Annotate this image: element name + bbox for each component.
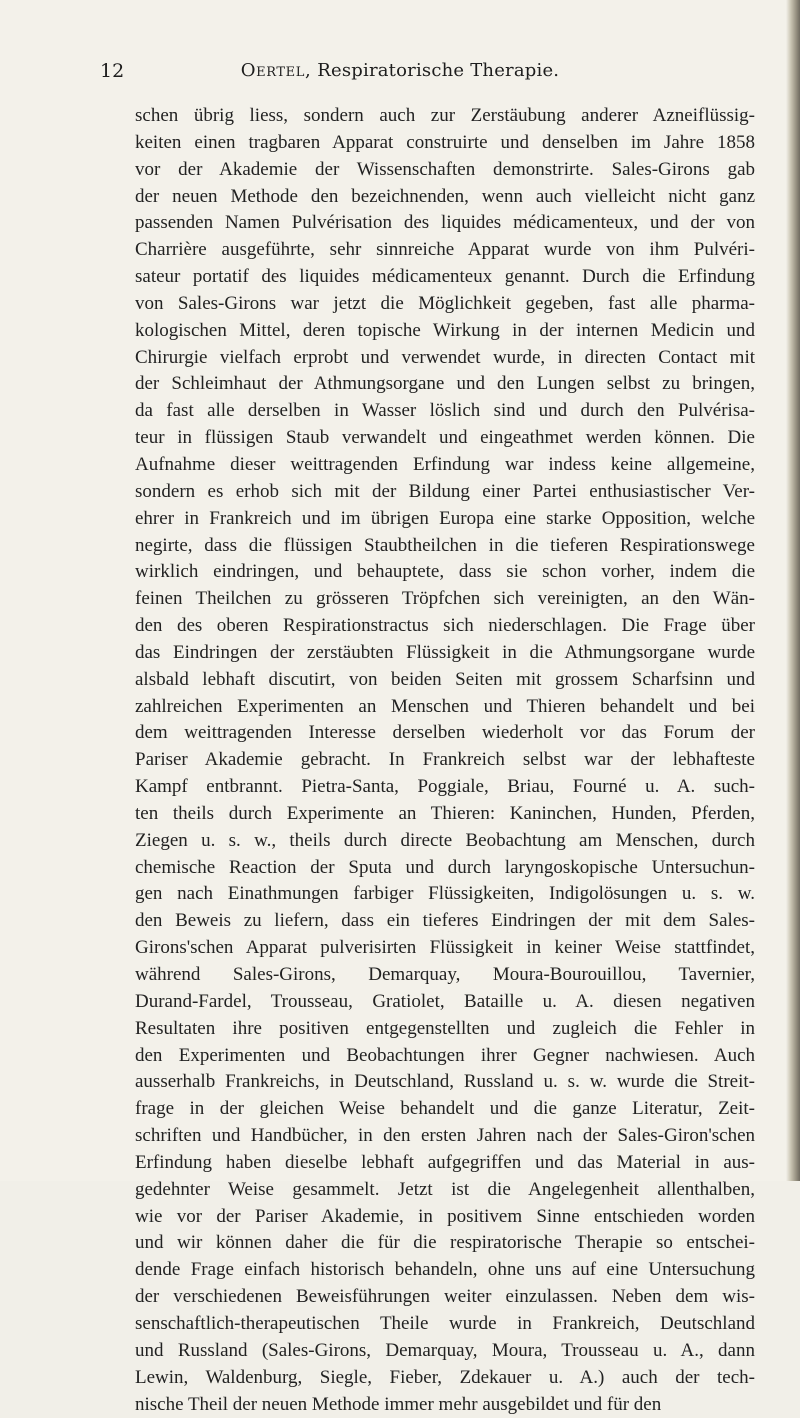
text-line: schriften und Handbücher, in den ersten Jahren nach der Sales-Giron'schen bbox=[135, 1123, 755, 1150]
text-line: keiten einen tragbaren Apparat construirte und denselben im Jahre 1858 bbox=[135, 130, 755, 157]
text-line: von Sales-Girons war jetzt die Möglichkeit gegeben, fast alle pharma- bbox=[135, 291, 755, 318]
text-line: Chirurgie vielfach erprobt und verwendet wurde, in directen Contact mit bbox=[135, 345, 755, 372]
text-line: Pariser Akademie gebracht. In Frankreich selbst war der lebhafteste bbox=[135, 747, 755, 774]
text-line: passenden Namen Pulvérisation des liquides médicamenteux, und der von bbox=[135, 210, 755, 237]
text-line: ausserhalb Frankreichs, in Deutschland, Russland u. s. w. wurde die Streit- bbox=[135, 1069, 755, 1096]
text-line: vor der Akademie der Wissenschaften demonstrirte. Sales-Girons gab bbox=[135, 157, 755, 184]
text-line: während Sales-Girons, Demarquay, Moura-Bourouillou, Tavernier, bbox=[135, 962, 755, 989]
text-line: gedehnter Weise gesammelt. Jetzt ist die Angelegenheit allenthalben, bbox=[135, 1177, 755, 1204]
text-line: sateur portatif des liquides médicamenteux genannt. Durch die Erfindung bbox=[135, 264, 755, 291]
text-line: negirte, dass die flüssigen Staubtheilchen in die tieferen Respirationswege bbox=[135, 533, 755, 560]
page-edge-shadow bbox=[786, 0, 800, 1181]
text-line: schen übrig liess, sondern auch zur Zerstäubung anderer Azneiflüssig- bbox=[135, 103, 755, 130]
text-line: dem weittragenden Interesse derselben wiederholt vor das Forum der bbox=[135, 720, 755, 747]
text-line: ehrer in Frankreich und im übrigen Europa eine starke Opposition, welche bbox=[135, 506, 755, 533]
header-title: Respiratorische Therapie. bbox=[317, 60, 559, 81]
text-line: Girons'schen Apparat pulverisirten Flüssigkeit in keiner Weise stattfindet, bbox=[135, 935, 755, 962]
text-line: Kampf entbrannt. Pietra-Santa, Poggiale, Briau, Fourné u. A. such- bbox=[135, 774, 755, 801]
text-line: feinen Theilchen zu grösseren Tröpfchen sich vereinigten, an den Wän- bbox=[135, 586, 755, 613]
body-text bbox=[135, 103, 755, 1418]
text-line: chemische Reaction der Sputa und durch laryngoskopische Untersuchun- bbox=[135, 855, 755, 882]
text-line: dende Frage einfach historisch behandeln, ohne uns auf eine Untersuchung bbox=[135, 1257, 755, 1284]
text-line: wie vor der Pariser Akademie, in positivem Sinne entschieden worden bbox=[135, 1204, 755, 1231]
text-line: der neuen Methode den bezeichnenden, wenn auch vielleicht nicht ganz bbox=[135, 184, 755, 211]
text-line: senschaftlich-therapeutischen Theile wurde in Frankreich, Deutschland bbox=[135, 1311, 755, 1338]
text-line: da fast alle derselben in Wasser löslich sind und durch den Pulvérisa- bbox=[135, 398, 755, 425]
text-line: das Eindringen der zerstäubten Flüssigkeit in die Athmungsorgane wurde bbox=[135, 640, 755, 667]
page-header bbox=[0, 56, 800, 86]
text-line: zahlreichen Experimenten an Menschen und Thieren behandelt und bei bbox=[135, 694, 755, 721]
text-line: sondern es erhob sich mit der Bildung einer Partei enthusiastischer Ver- bbox=[135, 479, 755, 506]
text-line: Aufnahme dieser weittragenden Erfindung war indess keine allgemeine, bbox=[135, 452, 755, 479]
text-line: wirklich eindringen, und behauptete, dass sie schon vorher, indem die bbox=[135, 559, 755, 586]
text-line: nische Theil der neuen Methode immer mehr ausgebildet und für den bbox=[135, 1392, 755, 1418]
text-line: gen nach Einathmungen farbiger Flüssigkeiten, Indigolösungen u. s. w. bbox=[135, 881, 755, 908]
text-line: Ziegen u. s. w., theils durch directe Beobachtung am Menschen, durch bbox=[135, 828, 755, 855]
page-number: 12 bbox=[100, 60, 124, 82]
text-line: den Beweis zu liefern, dass ein tieferes Eindringen der mit dem Sales- bbox=[135, 908, 755, 935]
text-line: den des oberen Respirationstractus sich niederschlagen. Die Frage über bbox=[135, 613, 755, 640]
text-line: der Schleimhaut der Athmungsorgane und den Lungen selbst zu bringen, bbox=[135, 371, 755, 398]
text-line: den Experimenten und Beobachtungen ihrer Gegner nachwiesen. Auch bbox=[135, 1043, 755, 1070]
text-line: der verschiedenen Beweisführungen weiter einzulassen. Neben dem wis- bbox=[135, 1284, 755, 1311]
text-line: Lewin, Waldenburg, Siegle, Fieber, Zdekauer u. A.) auch der tech- bbox=[135, 1365, 755, 1392]
text-line: alsbald lebhaft discutirt, von beiden Seiten mit grossem Scharfsinn und bbox=[135, 667, 755, 694]
header-author: Oertel, bbox=[241, 60, 312, 81]
text-line: Erfindung haben dieselbe lebhaft aufgegriffen und das Material in aus- bbox=[135, 1150, 755, 1177]
running-header bbox=[0, 60, 800, 81]
text-line: und wir können daher die für die respiratorische Therapie so entschei- bbox=[135, 1230, 755, 1257]
text-line: Charrière ausgeführte, sehr sinnreiche Apparat wurde von ihm Pulvéri- bbox=[135, 237, 755, 264]
text-line: Durand-Fardel, Trousseau, Gratiolet, Bataille u. A. diesen negativen bbox=[135, 989, 755, 1016]
text-line: teur in flüssigen Staub verwandelt und eingeathmet werden können. Die bbox=[135, 425, 755, 452]
text-line: frage in der gleichen Weise behandelt und die ganze Literatur, Zeit- bbox=[135, 1096, 755, 1123]
text-line: ten theils durch Experimente an Thieren: Kaninchen, Hunden, Pferden, bbox=[135, 801, 755, 828]
text-line: kologischen Mittel, deren topische Wirkung in der internen Medicin und bbox=[135, 318, 755, 345]
text-line: und Russland (Sales-Girons, Demarquay, Moura, Trousseau u. A., dann bbox=[135, 1338, 755, 1365]
text-line: Resultaten ihre positiven entgegenstellten und zugleich die Fehler in bbox=[135, 1016, 755, 1043]
